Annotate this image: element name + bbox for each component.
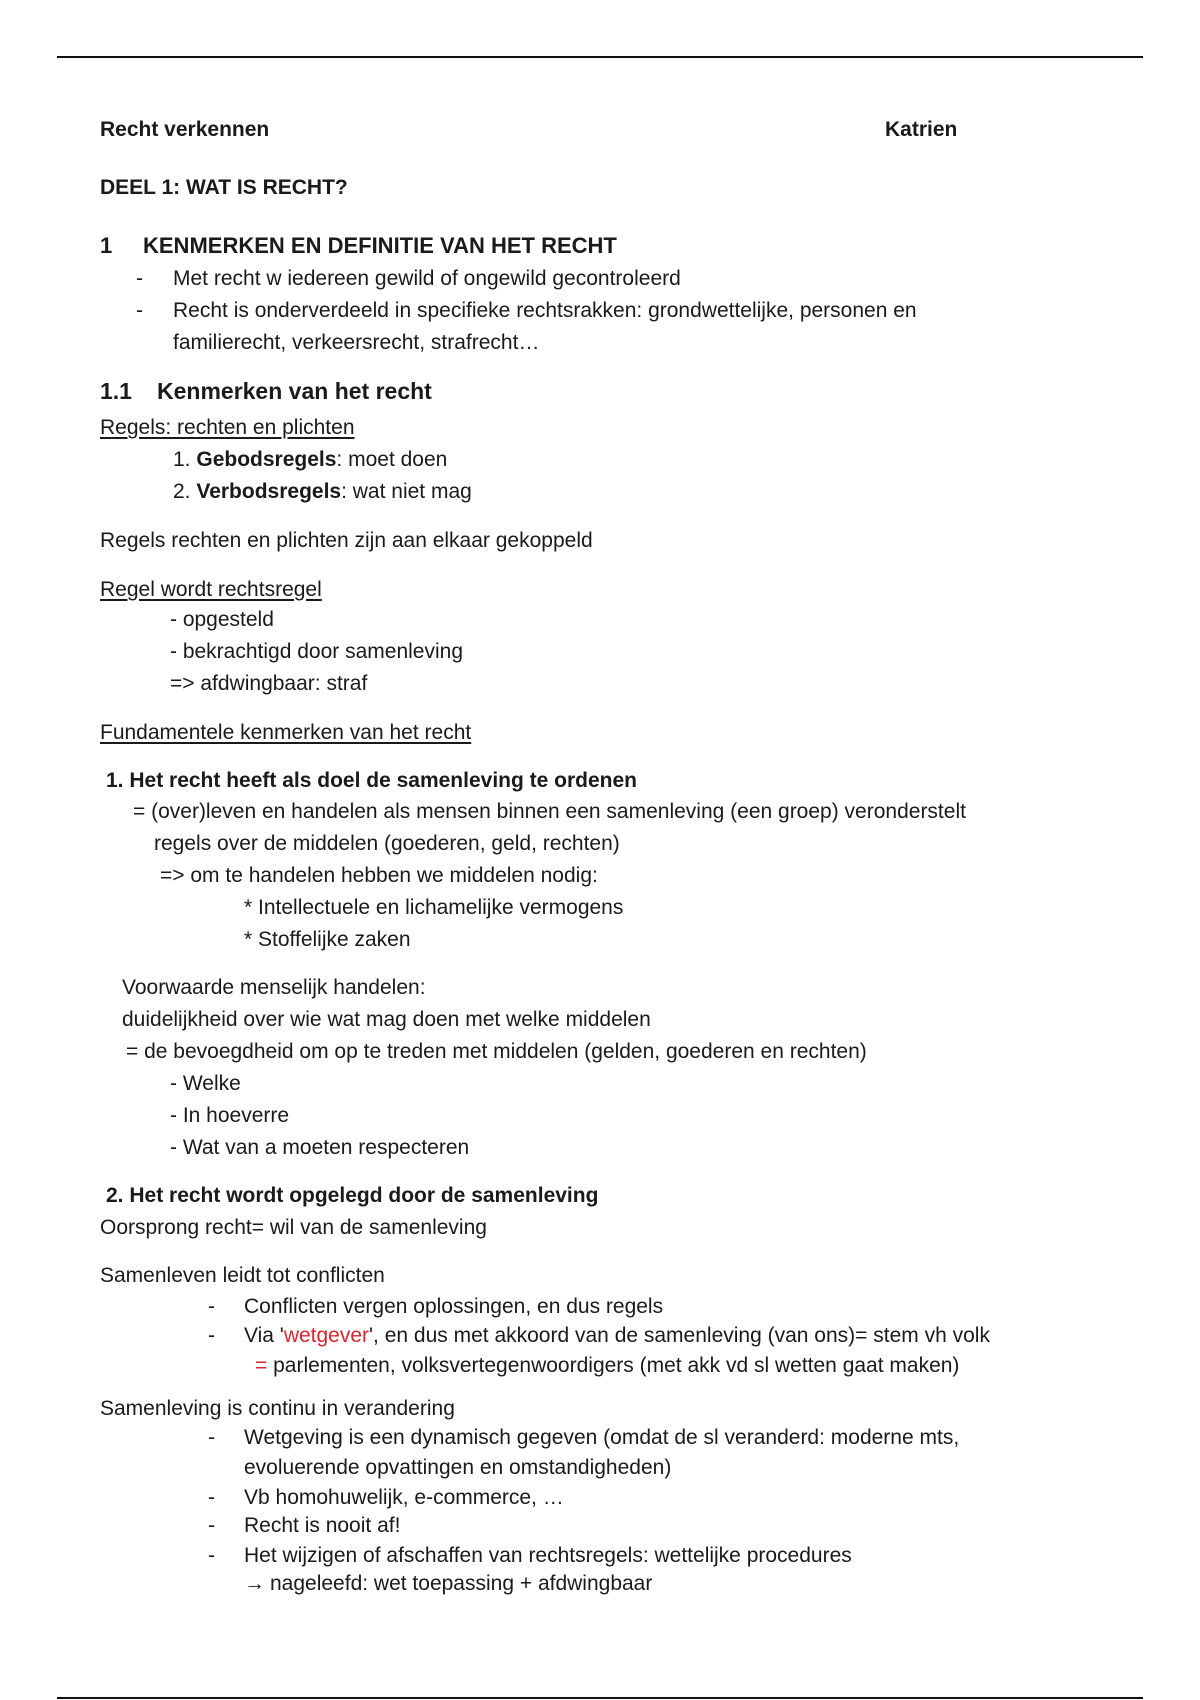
section-number: 1.1 <box>100 378 132 404</box>
change-item-3: Recht is nooit af! <box>244 1514 401 1537</box>
lived-line: → nageleefd: wet toepassing + afdwingbaar <box>244 1570 652 1598</box>
bottom-rule <box>57 1697 1143 1699</box>
condition-line-5: - In hoeverre <box>170 1104 290 1127</box>
rules-heading: Regels: rechten en plichten <box>100 416 355 439</box>
conflicts-heading: Samenleven leidt tot conflicten <box>100 1264 385 1287</box>
conflict-item-2: Via 'wetgever', en dus met akkoord van de samenleving (van ons)= stem vh volk <box>244 1324 990 1347</box>
condition-line-2: duidelijkheid over wie wat mag doen met welke middelen <box>122 1008 651 1031</box>
bullet-dash: - <box>208 1486 215 1509</box>
bullet-dash: - <box>208 1295 215 1318</box>
point2-title: 2. Het recht wordt opgelegd door de samenleving <box>106 1184 599 1207</box>
point1-line-4: * Intellectuele en lichamelijke vermogens <box>244 896 624 919</box>
condition-line-3: = de bevoegdheid om op te treden met middelen (gelden, goederen en rechten) <box>126 1040 867 1063</box>
header-course: Recht verkennen <box>100 118 270 141</box>
rule-item-1: 1. Gebodsregels: moet doen <box>173 448 448 471</box>
fundamental-heading: Fundamentele kenmerken van het recht <box>100 721 472 744</box>
bullet-dash: - <box>136 267 143 290</box>
chapter-bullet-2: Recht is onderverdeeld in specifieke rechtsrakken: grondwettelijke, personen en <box>173 299 917 322</box>
legal-rule-item-3: => afdwingbaar: straf <box>170 672 368 695</box>
point1-line-1: = (over)leven en handelen als mensen binnen een samenleving (een groep) veronderstelt <box>133 800 966 823</box>
bullet-dash: - <box>136 299 143 322</box>
legal-rule-item-2: - bekrachtigd door samenleving <box>170 640 463 663</box>
point1-line-3: => om te handelen hebben we middelen nodig: <box>160 864 598 887</box>
condition-line-1: Voorwaarde menselijk handelen: <box>122 976 426 999</box>
chapter-title: KENMERKEN EN DEFINITIE VAN HET RECHT <box>143 233 617 258</box>
legal-rule-heading: Regel wordt rechtsregel <box>100 578 322 601</box>
wetgever-term: wetgever <box>283 1324 370 1347</box>
header-author: Katrien <box>885 118 958 141</box>
chapter-bullet-2-cont: familierecht, verkeersrecht, strafrecht… <box>173 331 540 354</box>
change-item-1-cont: evoluerende opvattingen en omstandigheden) <box>244 1456 672 1479</box>
bullet-dash: - <box>208 1324 215 1347</box>
bullet-dash: - <box>208 1544 215 1567</box>
bullet-dash: - <box>208 1426 215 1449</box>
condition-line-6: - Wat van a moeten respecteren <box>170 1136 470 1159</box>
change-item-1: Wetgeving is een dynamisch gegeven (omdat de sl veranderd: moderne mts, <box>244 1426 960 1449</box>
point1-line-2: regels over de middelen (goederen, geld, rechten) <box>154 832 620 855</box>
bullet-dash: - <box>208 1514 215 1537</box>
condition-line-4: - Welke <box>170 1072 241 1095</box>
change-item-2: Vb homohuwelijk, e-commerce, … <box>244 1486 564 1509</box>
parliament-line: = parlementen, volksvertegenwoordigers (met akk vd sl wetten gaat maken) <box>255 1354 960 1377</box>
origin-text: Oorsprong recht= wil van de samenleving <box>100 1216 487 1239</box>
part-title: DEEL 1: WAT IS RECHT? <box>100 176 348 199</box>
legal-rule-item-1: - opgesteld <box>170 608 274 631</box>
point1-title: 1. Het recht heeft als doel de samenleving te ordenen <box>106 769 637 792</box>
coupled-text: Regels rechten en plichten zijn aan elkaar gekoppeld <box>100 529 593 552</box>
chapter-number: 1 <box>100 233 113 258</box>
arrow-right-icon: → <box>244 1572 265 1595</box>
rule-item-2: 2. Verbodsregels: wat niet mag <box>173 480 472 503</box>
chapter-bullet-1: Met recht w iedereen gewild of ongewild gecontroleerd <box>173 267 681 290</box>
point1-line-5: * Stoffelijke zaken <box>244 928 411 951</box>
top-rule <box>57 56 1143 58</box>
conflict-item-1: Conflicten vergen oplossingen, en dus regels <box>244 1295 664 1318</box>
change-item-4: Het wijzigen of afschaffen van rechtsregels: wettelijke procedures <box>244 1544 852 1567</box>
change-heading: Samenleving is continu in verandering <box>100 1397 455 1420</box>
section-title: Kenmerken van het recht <box>157 378 432 404</box>
